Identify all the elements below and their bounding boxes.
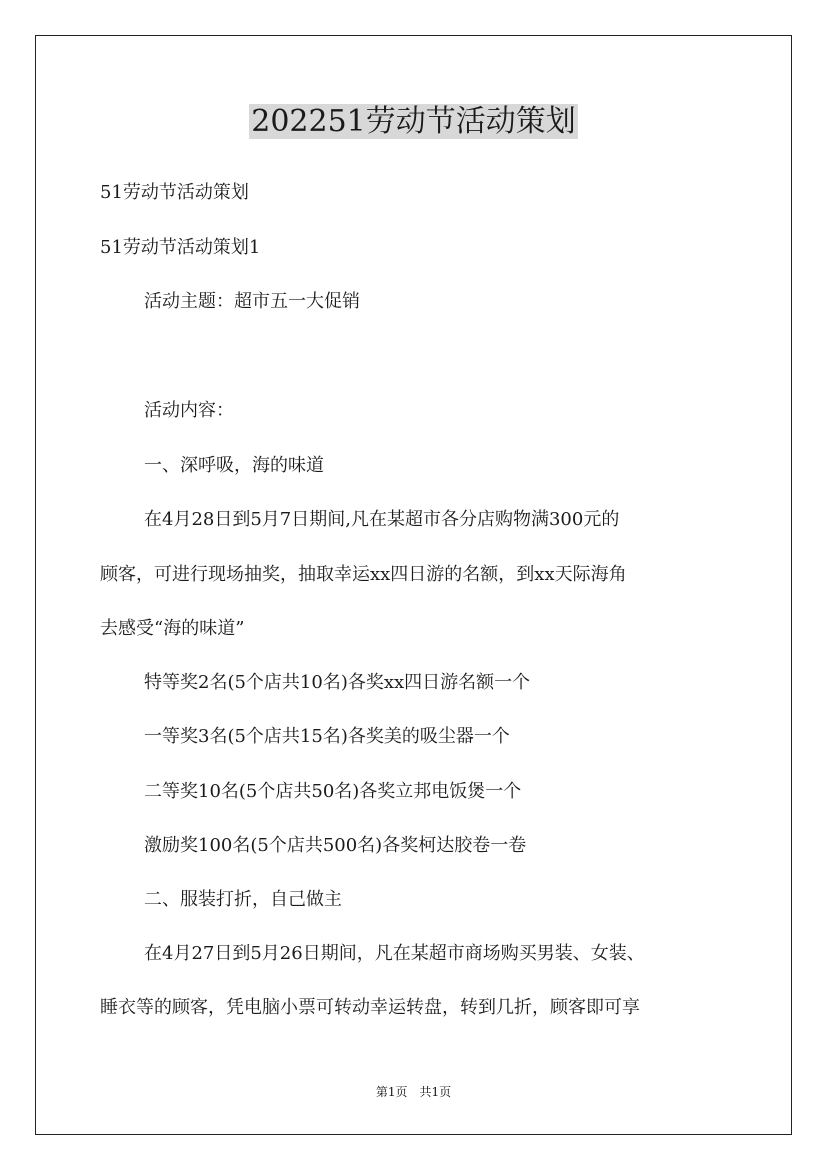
page-footer: 第1页 共1页	[375, 1085, 452, 1099]
paragraph-line: 二、服装打折，自己做主	[144, 889, 342, 910]
paragraph-line: 51劳动节活动策划	[100, 182, 249, 203]
paragraph-line: 一、深呼吸，海的味道	[144, 455, 324, 476]
paragraph-line: 去感受“海的味道”	[100, 618, 245, 639]
paragraph-line: 睡衣等的顾客，凭电脑小票可转动幸运转盘，转到几折，顾客即可享	[100, 997, 640, 1018]
paragraph-line: 51劳动节活动策划1	[100, 237, 261, 258]
document-title-text: 202251劳动节活动策划	[251, 104, 576, 139]
paragraph-line: 特等奖2名(5个店共10名)各奖xx四日游名额一个	[144, 672, 531, 693]
paragraph-line: 一等奖3名(5个店共15名)各奖美的吸尘器一个	[144, 726, 510, 747]
paragraph-line: 在4月27日到5月26日期间，凡在某超市商场购买男装、女装、	[144, 943, 645, 964]
paragraph-line: 活动内容：	[144, 400, 234, 421]
paragraph-line: 活动主题：超市五一大促销	[144, 291, 360, 312]
document-title	[0, 100, 827, 144]
paragraph-line: 顾客，可进行现场抽奖，抽取幸运xx四日游的名额，到xx天际海角	[100, 564, 627, 585]
paragraph-line: 二等奖10名(5个店共50名)各奖立邦电饭煲一个	[144, 781, 522, 802]
paragraph-line: 激励奖100名(5个店共500名)各奖柯达胶卷一卷	[144, 835, 527, 856]
paragraph-line: 在4月28日到5月7日期间,凡在某超市各分店购物满300元的	[144, 509, 620, 530]
